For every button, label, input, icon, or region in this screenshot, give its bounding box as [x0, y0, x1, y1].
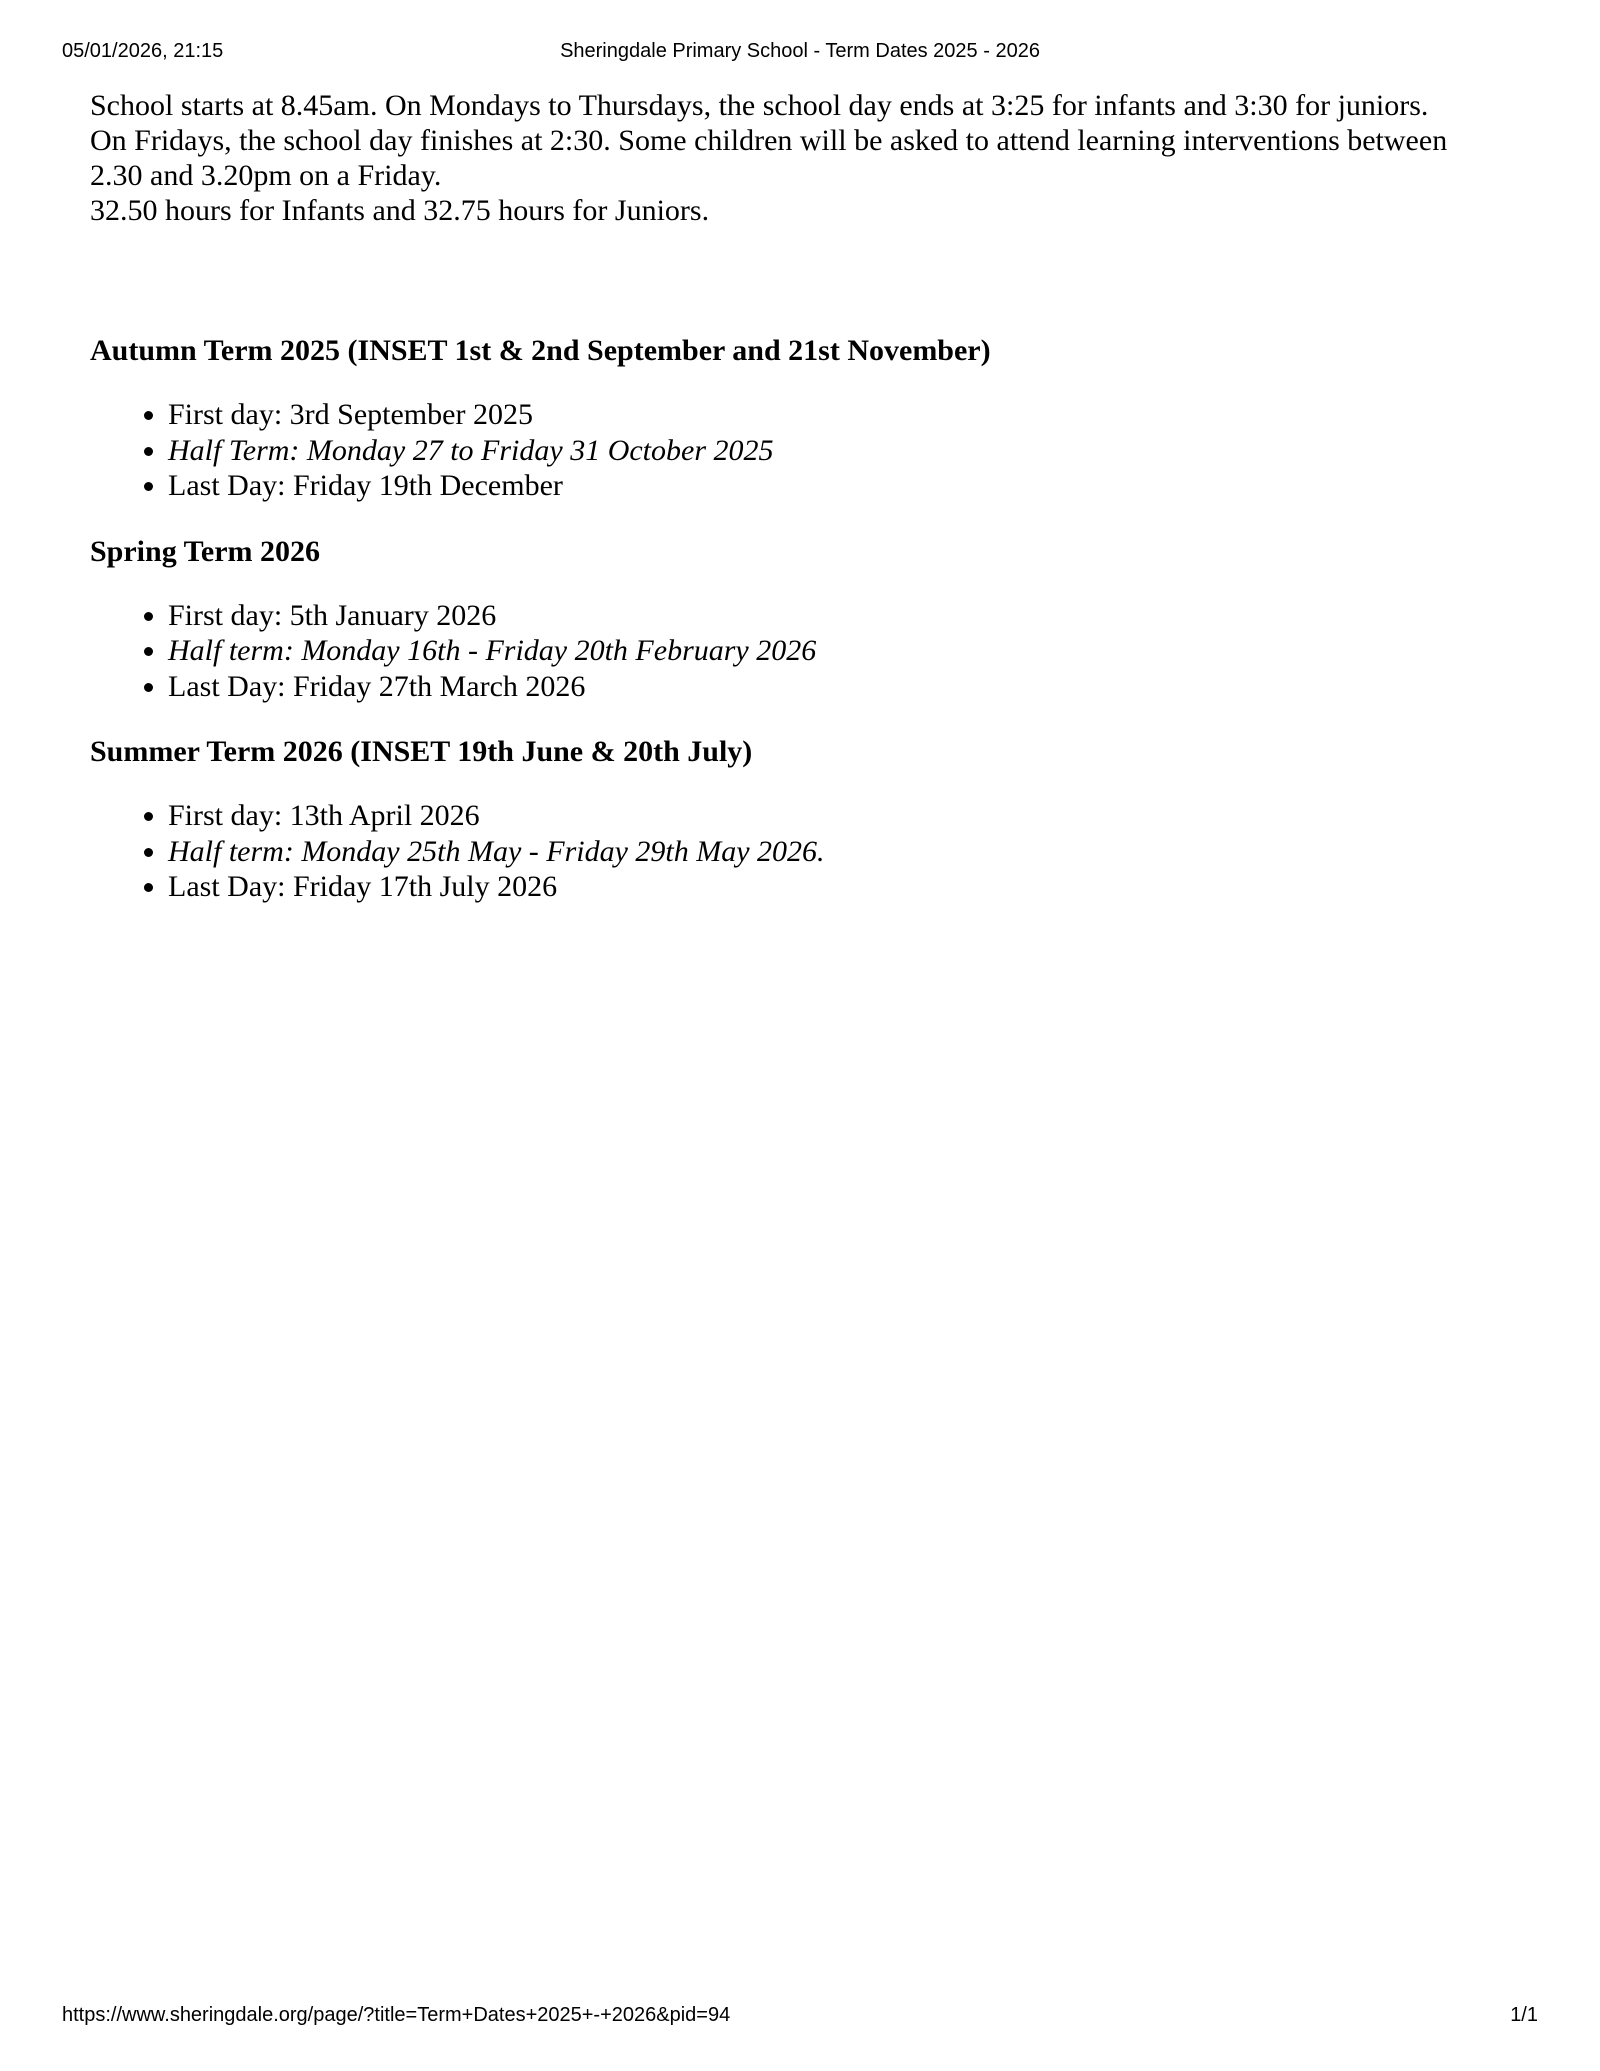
spring-term-section: [90, 534, 1530, 705]
term-dates-list: [90, 598, 1530, 705]
list-item-first-day: • First day: 5th January 2026: [168, 598, 1530, 634]
list-item-first-day: • First day: 3rd September 2025: [168, 397, 1530, 433]
list-item-last-day: • Last Day: Friday 17th July 2026: [168, 869, 1530, 905]
list-item-last-day: • Last Day: Friday 19th December: [168, 468, 1530, 504]
autumn-term-section: [90, 333, 1530, 504]
term-dates-list: [90, 397, 1530, 504]
intro-text: [90, 88, 1530, 228]
intro-line: 32.50 hours for Infants and 32.75 hours for Juniors.: [90, 194, 710, 227]
term-heading: Autumn Term 2025 (INSET 1st & 2nd September and 21st November): [90, 334, 991, 367]
term-heading: Summer Term 2026 (INSET 19th June & 20th July): [90, 735, 753, 768]
intro-line: School starts at 8.45am. On Mondays to Thursdays, the school day ends at 3:25 for infants and 3:30 for juniors.: [90, 89, 1429, 122]
intro-line: 2.30 and 3.20pm on a Friday.: [90, 159, 442, 192]
summer-term-section: [90, 734, 1530, 905]
term-dates-list: [90, 798, 1530, 905]
print-url: https://www.sheringdale.org/page/?title=Term+Dates+2025+-+2026&pid=94: [62, 2004, 731, 2026]
print-page-title: Sheringdale Primary School - Term Dates 2025 - 2026: [560, 40, 1040, 62]
print-footer: [0, 2004, 1600, 2030]
print-header: [0, 40, 1600, 66]
term-heading: Spring Term 2026: [90, 534, 321, 568]
print-datetime: 05/01/2026, 21:15: [62, 40, 224, 62]
list-item-last-day: • Last Day: Friday 27th March 2026: [168, 669, 1530, 705]
spacer: [90, 228, 1530, 333]
list-item-half-term: • Half term: Monday 25th May - Friday 29th May 2026.: [168, 834, 1530, 870]
page-number: 1/1: [1510, 2004, 1538, 2026]
list-item-half-term: • Half term: Monday 16th - Friday 20th February 2026: [168, 633, 1530, 669]
page-content: [90, 88, 1530, 935]
intro-line: On Fridays, the school day finishes at 2:30. Some children will be asked to attend learning interventions between: [90, 124, 1448, 157]
list-item-half-term: • Half Term: Monday 27 to Friday 31 October 2025: [168, 433, 1530, 469]
list-item-first-day: • First day: 13th April 2026: [168, 798, 1530, 834]
